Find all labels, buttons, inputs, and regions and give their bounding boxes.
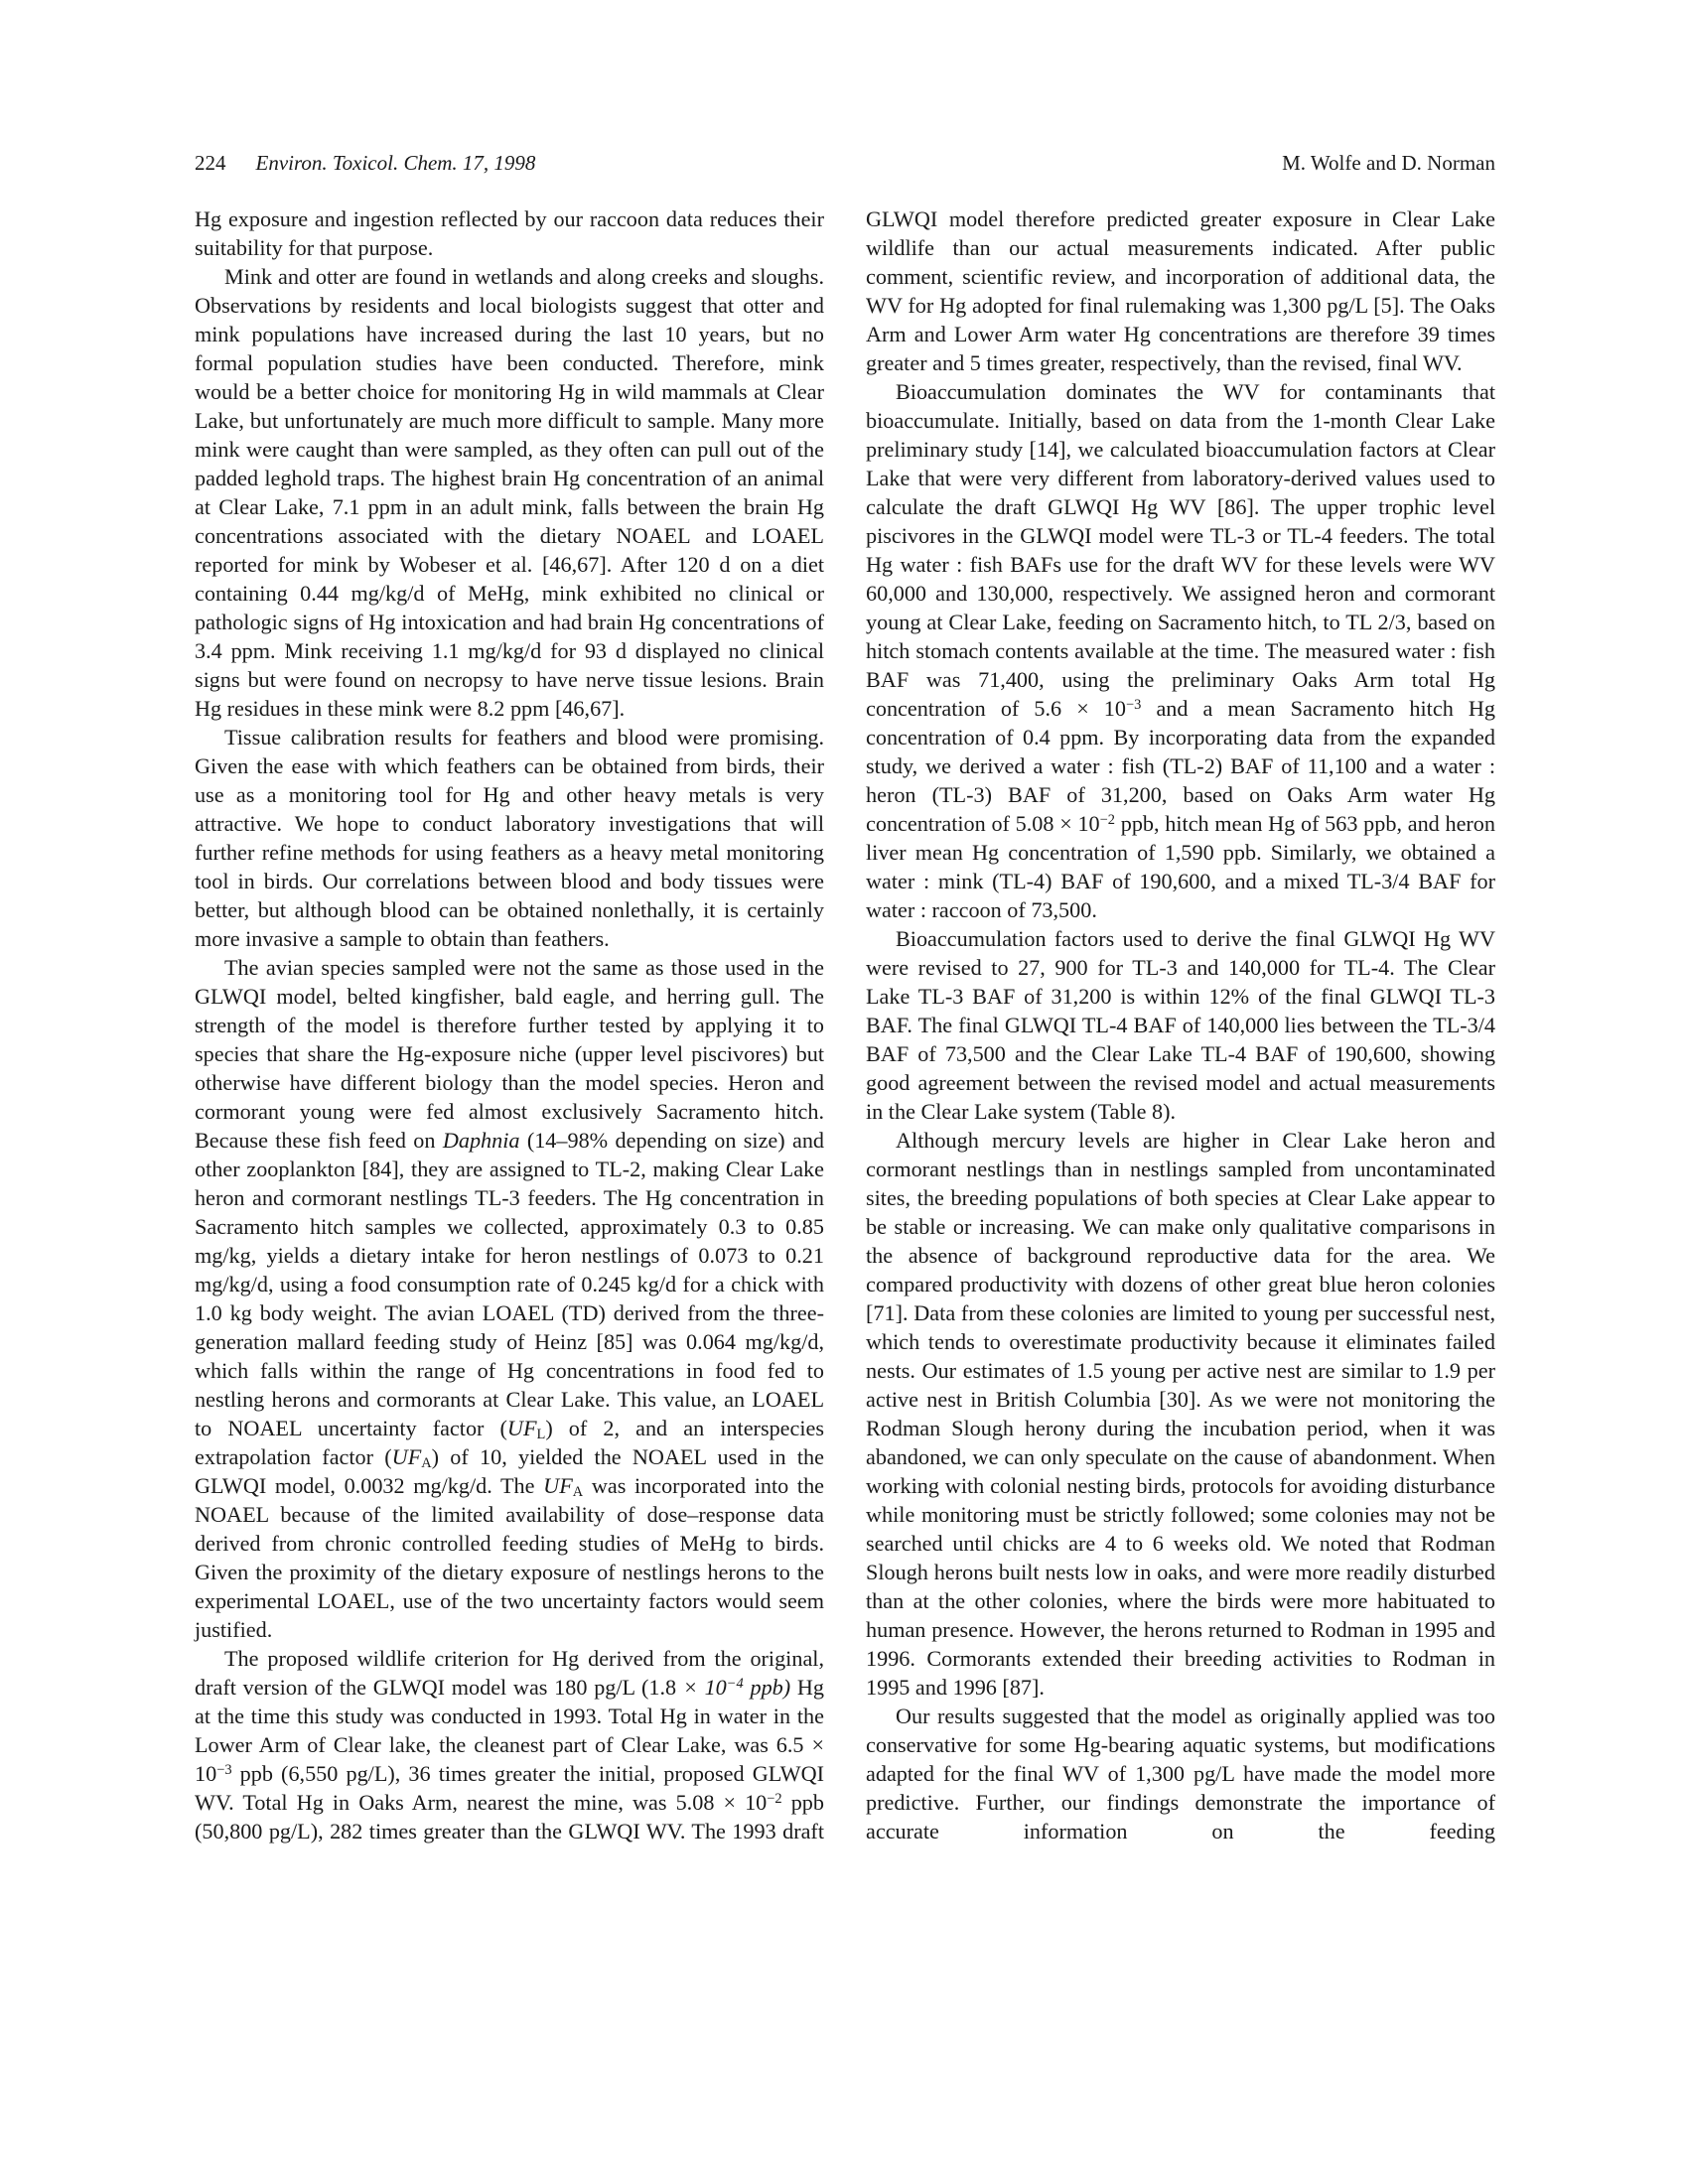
paragraph: The proposed wildlife criterion for Hg derived from the original, draft version of the GLWQI model was 180 pg/L ($1.8 \times 10^{-4}$ ppb) Hg at the time this study was conducted in 1993. Total Hg in water in the Lower Arm of Clear lake, the cleanest part of Clear Lake, was $6.5 \times 10^{-3}$ ppb (6,550 pg/L), 36 times greater the initial, proposed GLWQI WV. Total Hg in Oaks Arm, nearest the mine, was $5.08 \times 10^{-2}$ ppb (50,800 pg/L), 282 times greater than the GLWQI WV. The 1993 draft — [195, 1646, 824, 1843]
paragraph: Bioaccumulation dominates the WV for contaminants that bioaccumulate. Initially, based on data from the 1-month Clear Lake preliminary study [14], we calculated bioaccumulation factors at Clear Lake that were very different from laboratory-derived values used to calculate the draft GLWQI Hg WV [86]. The upper trophic level piscivores in the GLWQI model were TL-3 or TL-4 feeders. The total Hg water : fish BAFs use for the draft WV for these levels were WV 60,000 and 130,000, respectively. We assigned heron and cormorant young at Clear Lake, feeding on Sacramento hitch, to TL 2/3, based on hitch stomach contents available at the time. The measured water : fish BAF was 71,400, using the preliminary Oaks Arm total Hg concentration of $5.6 \times 10^{-3}$ and a mean Sacramento hitch Hg concentration of 0.4 ppm. By incorporating data from the expanded study, we derived a water : fish (TL-2) BAF of 11,100 and a water : heron (TL-3) BAF of 31,200, based on Oaks Arm water Hg concentration of $5.08 \times 10^{-2}$ ppb, hitch mean Hg of 563 ppb, and heron liver mean Hg concentration of 1,590 ppb. Similarly, we obtained a water : mink (TL-4) BAF of 190,600, and a mixed TL-3/4 BAF for water : raccoon of 73,500. — [866, 379, 1495, 922]
paragraph: Our results suggested that the model as originally applied was too conservative for some Hg-bearing aquatic systems, but modifications adapted for the final WV of 1,300 pg/L have made the model more predictive. Further, our findings demonstrate the importance of accurate information on the feeding — [866, 1704, 1495, 1843]
page-number: 224 — [195, 151, 226, 175]
paragraph: Hg exposure and ingestion reflected by our raccoon data reduces their suitability for that purpose. — [195, 206, 824, 260]
paragraph: GLWQI model therefore predicted greater exposure in Clear Lake wildlife than our actual measurements indicated. After public comment, scientific review, and incorporation of additional data, the WV for Hg adopted for final rulemaking was 1,300 pg/L [5]. The Oaks Arm and Lower Arm water Hg concentrations are therefore 39 times greater and 5 times greater, respectively, than the revised, final WV. — [866, 206, 1495, 375]
right-column — [866, 205, 1495, 1845]
journal-citation: Environ. Toxicol. Chem. 17, 1998 — [255, 151, 536, 175]
left-column — [195, 205, 824, 1845]
paragraph: Bioaccumulation factors used to derive the final GLWQI Hg WV were revised to 27, 900 for TL-3 and 140,000 for TL-4. The Clear Lake TL-3 BAF of 31,200 is within 12% of the final GLWQI TL-3 BAF. The final GLWQI TL-4 BAF of 140,000 lies between the TL-3/4 BAF of 73,500 and the Clear Lake TL-4 BAF of 190,600, showing good agreement between the revised model and actual measurements in the Clear Lake system (Table 8). — [866, 926, 1495, 1124]
header-left — [195, 151, 535, 176]
paragraph: Although mercury levels are higher in Clear Lake heron and cormorant nestlings than in nestlings sampled from uncontaminated sites, the breeding populations of both species at Clear Lake appear to be stable or increasing. We can make only qualitative comparisons in the absence of background reproductive data for the area. We compared productivity with dozens of other great blue heron colonies [71]. Data from these colonies are limited to young per successful nest, which tends to overestimate productivity because it eliminates failed nests. Our estimates of 1.5 young per active nest are similar to 1.9 per active nest in British Columbia [30]. As we were not monitoring the Rodman Slough herony during the incubation period, when it was abandoned, we can only speculate on the cause of abandonment. When working with colonial nesting birds, protocols for avoiding disturbance while monitoring must be strictly followed; some colonies may not be searched until chicks are 4 to 6 weeks old. We noted that Rodman Slough herons built nests low in oaks, and were more readily disturbed than at the other colonies, where the birds were more habituated to human presence. However, the herons returned to Rodman in 1995 and 1996. Cormorants extended their breeding activities to Rodman in 1995 and 1996 [87]. — [866, 1128, 1495, 1700]
paragraph: The avian species sampled were not the same as those used in the GLWQI model, belted kingfisher, bald eagle, and herring gull. The strength of the model is therefore further tested by applying it to species that share the Hg-exposure niche (upper level piscivores) but otherwise have different biology than the model species. Heron and cormorant young were fed almost exclusively Sacramento hitch. Because these fish feed on Daphnia (14–98% depending on size) and other zooplankton [84], they are assigned to TL-2, making Clear Lake heron and cormorant nestlings TL-3 feeders. The Hg concentration in Sacramento hitch samples we collected, approximately 0.3 to 0.85 mg/kg, yields a dietary intake for heron nestlings of 0.073 to 0.21 mg/kg/d, using a food consumption rate of 0.245 kg/d for a chick with 1.0 kg body weight. The avian LOAEL (TD) derived from the three-generation mallard feeding study of Heinz [85] was 0.064 mg/kg/d, which falls within the range of Hg concentrations in food fed to nestling herons and cormorants at Clear Lake. This value, an LOAEL to NOAEL uncertainty factor $(UF_L)$ of 2, and an interspecies extrapolation factor $(UF_A)$ of 10, yielded the NOAEL used in the GLWQI model, 0.0032 mg/kg/d. The $UF_A$ was incorporated into the NOAEL because of the limited availability of dose–response data derived from chronic controlled feeding studies of MeHg to birds. Given the proximity of the dietary exposure of nestlings herons to the experimental LOAEL, use of the two uncertainty factors would seem justified. — [195, 955, 825, 1642]
paragraph: Mink and otter are found in wetlands and along creeks and sloughs. Observations by residents and local biologists suggest that otter and mink populations have increased during the last 10 years, but no formal population studies have been conducted. Therefore, mink would be a better choice for monitoring Hg in wild mammals at Clear Lake, but unfortunately are much more difficult to sample. Many more mink were caught than were sampled, as they often can pull out of the padded leghold traps. The highest brain Hg concentration of an animal at Clear Lake, 7.1 ppm in an adult mink, falls between the brain Hg concentrations associated with the dietary NOAEL and LOAEL reported for mink by Wobeser et al. [46,67]. After 120 d on a diet containing 0.44 mg/kg/d of MeHg, mink exhibited no clinical or pathologic signs of Hg intoxication and had brain Hg concentrations of 3.4 ppm. Mink receiving 1.1 mg/kg/d for 93 d displayed no clinical signs but were found on necropsy to have nerve tissue lesions. Brain Hg residues in these mink were 8.2 ppm [46,67]. — [195, 264, 824, 721]
paragraph: Tissue calibration results for feathers and blood were promising. Given the ease with which feathers can be obtained from birds, their use as a monitoring tool for Hg and other heavy metals is very attractive. We hope to conduct laboratory investigations that will further refine methods for using feathers as a heavy metal monitoring tool in birds. Our correlations between blood and body tissues were better, but although blood can be obtained nonlethally, it is certainly more invasive a sample to obtain than feathers. — [195, 725, 824, 951]
taxon-name: Daphnia — [442, 1128, 520, 1153]
header-authors: M. Wolfe and D. Norman — [1282, 151, 1495, 175]
running-header — [195, 151, 1495, 187]
